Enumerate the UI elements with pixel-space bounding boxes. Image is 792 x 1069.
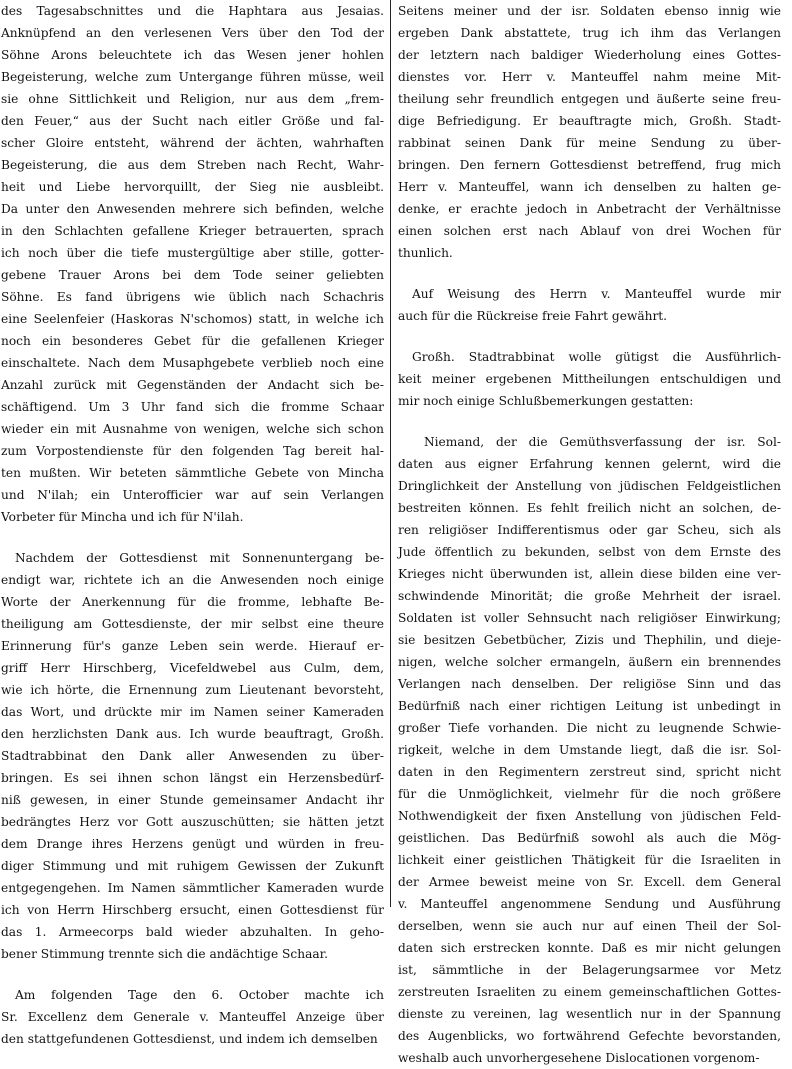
text-line: Am folgenden Tage den 6. October machte ich: [15, 988, 384, 1002]
paragraph-gap: [398, 327, 781, 346]
text-line: auch für die Rückreise freie Fahrt gewährt.: [398, 309, 668, 323]
paragraph: [1, 0, 384, 528]
text-line: den herzlichsten Dank aus. Ich wurde beauftragt, Großh.: [1, 727, 384, 741]
text-line: wieder ein mit Ausnahme von wenigen, welche sich schon: [1, 422, 384, 436]
paragraph-gap: [1, 528, 384, 547]
text-line: dienstes vor. Herr v. Manteuffel nahm meine Mit-: [398, 70, 781, 84]
text-line: rabbinat seinen Dank für meine Sendung zu über-: [398, 136, 781, 150]
text-line: bedrängtes Herz vor Gott auszuschütten; sie hätten jetzt: [1, 815, 384, 829]
text-line: bestreiten können. Es fehlt freilich nicht an solchen, de-: [398, 501, 781, 515]
text-line: gebene Trauer Arons bei dem Tode seiner geliebten: [1, 268, 384, 282]
text-line: den Feuer,“ aus der Sucht nach eitler Größe und fal-: [1, 114, 384, 128]
text-line: Erinnerung für's ganze Leben sein werde. Hierauf er-: [1, 639, 384, 653]
text-line: ergeben Dank abstattete, trug ich ihm das Verlangen: [398, 26, 781, 40]
text-line: dem Drange ihres Herzens genügt und würden in freu-: [1, 837, 384, 851]
text-line: bringen. Den fernern Gottesdienst betreffend, frug mich: [398, 158, 781, 172]
text-line: Seitens meiner und der isr. Soldaten ebenso innig wie: [398, 4, 781, 18]
text-line: scher Gloire entsteht, während der ächten, wahrhaften: [1, 136, 384, 150]
text-line: denke, er erachte jedoch in Anbetracht der Verhältnisse: [398, 202, 781, 216]
text-line: theilung sehr freundlich entgegen und äußerte seine freu-: [398, 92, 781, 106]
text-line: Anzahl zurück mit Gegenständen der Andacht sich be-: [1, 378, 384, 392]
text-line: endigt war, richtete ich an die Anwesenden noch einige: [1, 573, 384, 587]
text-line: das 1. Armeecorps bald wieder abzuhalten. In geho-: [1, 925, 384, 939]
text-line: thunlich.: [398, 246, 453, 260]
text-line: der Armee beweist meine von Sr. Excell. dem General: [398, 875, 781, 889]
text-line: des Tagesabschnittes und die Haphtara aus Jesaias.: [1, 4, 384, 18]
text-line: niß gewesen, in einer Stunde gemeinsamer Andacht ihr: [1, 793, 384, 807]
right-column: [398, 0, 781, 1065]
text-line: ich von Herrn Hirschberg ersucht, einen Gottesdienst für: [1, 903, 384, 917]
text-line: weshalb auch unvorhergesehene Dislocationen vorgenom-: [398, 1051, 760, 1065]
text-line: einschaltete. Nach dem Musaphgebete verblieb noch eine: [1, 356, 384, 370]
text-line: griff Herr Hirschberg, Vicefeldwebel aus Culm, dem,: [1, 661, 384, 675]
text-line: Dringlichkeit der Anstellung von jüdischen Feldgeistlichen: [398, 479, 781, 493]
text-line: bener Stimmung trennte sich die andächtige Schaar.: [1, 947, 328, 961]
text-line: bringen. Es sei ihnen schon längst ein Herzensbedürf-: [1, 771, 384, 785]
paragraph: [398, 283, 781, 327]
text-line: Bedürfniß nach einer richtigen Leitung ist unbedingt in: [398, 699, 781, 713]
text-line: Herr v. Manteuffel, wann ich denselben zu halten ge-: [398, 180, 781, 194]
text-line: Soldaten ist voller Sehnsucht nach religiöser Einwirkung;: [398, 611, 781, 625]
text-line: Begeisterung, welche zum Untergange führen müsse, weil: [1, 70, 384, 84]
text-line: Begeisterung, die aus dem Streben nach Recht, Wahr-: [1, 158, 384, 172]
text-line: Großh. Stadtrabbinat wolle gütigst die Ausführlich-: [412, 350, 781, 364]
text-line: entgegengehen. Im Namen sämmtlicher Kameraden wurde: [1, 881, 384, 895]
text-line: wie ich hörte, die Ernennung zum Lieutenant bevorsteht,: [1, 683, 384, 697]
text-line: daten in den Regimentern zerstreut sind, spricht nicht: [398, 765, 781, 779]
text-line: sie besitzen Gebetbücher, Zizis und Thephilin, und dieje-: [398, 633, 781, 647]
text-line: Krieges nicht überwunden ist, allein diese bilden eine ver-: [398, 567, 781, 581]
text-line: Nachdem der Gottesdienst mit Sonnenuntergang be-: [15, 551, 384, 565]
text-line: ich noch über die tiefe mustergültige aber stille, gotter-: [1, 246, 384, 260]
text-line: eine Seelenfeier (Haskoras N'schomos) statt, in welche ich: [1, 312, 384, 326]
column-divider: [390, 0, 391, 907]
text-line: zerstreuten Israeliten zu einem gemeinschaftlichen Gottes-: [398, 985, 781, 999]
text-line: noch ein besonderes Gebet für die gefallenen Krieger: [1, 334, 384, 348]
text-line: des Augenblicks, wo fortwährend Gefechte bevorstanden,: [398, 1029, 781, 1043]
text-line: Nothwendigkeit der fixen Anstellung von jüdischen Feld-: [398, 809, 781, 823]
text-line: großer Tiefe vorhanden. Die nicht zu leugnende Schwie-: [398, 721, 781, 735]
text-line: rigkeit, welche in dem Umstande liegt, daß die isr. Sol-: [398, 743, 781, 757]
text-line: Jude öffentlich zu bekunden, selbst von dem Ernste des: [398, 545, 781, 559]
text-line: mir noch einige Schlußbemerkungen gestatten:: [398, 394, 694, 408]
text-line: ten mußten. Wir beteten sämmtliche Gebete von Mincha: [1, 466, 384, 480]
text-line: Stadtrabbinat den Dank aller Anwesenden zu über-: [1, 749, 384, 763]
text-line: Sr. Excellenz dem Generale v. Manteuffel Anzeige über: [1, 1010, 384, 1024]
text-line: und N'ilah; ein Unterofficier war auf sein Verlangen: [1, 488, 384, 502]
text-line: das Wort, und drückte mir im Namen seiner Kameraden: [1, 705, 384, 719]
text-line: Vorbeter für Mincha und ich für N'ilah.: [1, 510, 244, 524]
text-line: daten aus eigner Erfahrung kennen gelernt, wird die: [398, 457, 781, 471]
text-line: zum Vorpostendienste für den folgenden Tag bereit hal-: [1, 444, 384, 458]
text-line: Niemand, der die Gemüthsverfassung der isr. Sol-: [424, 435, 781, 449]
paragraph: [398, 431, 781, 1069]
paragraph-gap: [1, 965, 384, 984]
paragraph: [398, 0, 781, 264]
text-line: theiligung am Gottesdienste, der mir selbst eine theure: [1, 617, 384, 631]
text-line: nigen, welche solcher ermangeln, äußern ein brennendes: [398, 655, 781, 669]
paragraph: [1, 984, 384, 1050]
text-line: schwindende Minorität; die große Mehrheit der israel.: [398, 589, 781, 603]
text-line: lichkeit einer geistlichen Thätigkeit für die Israeliten in: [398, 853, 781, 867]
text-line: Auf Weisung des Herrn v. Manteuffel wurde mir: [412, 287, 781, 301]
text-line: einen solchen erst nach Ablauf von drei Wochen für: [398, 224, 781, 238]
paragraph-gap: [398, 264, 781, 283]
text-line: diger Stimmung und mit ruhigem Gewissen der Zukunft: [1, 859, 384, 873]
paragraph-gap: [398, 412, 781, 431]
paragraph: [398, 346, 781, 412]
text-line: keit meiner ergebenen Mittheilungen entschuldigen und: [398, 372, 781, 386]
text-line: derselben, wenn sie auch nur auf einen Theil der Sol-: [398, 919, 781, 933]
text-line: in den Schlachten gefallene Krieger betrauerten, sprach: [1, 224, 384, 238]
text-line: sie ohne Sittlichkeit und Religion, nur aus dem „frem-: [1, 92, 384, 106]
text-line: Söhne Arons beleuchtete ich das Wesen jener hohlen: [1, 48, 384, 62]
text-line: daten sich erstrecken konnte. Daß es mir nicht gelungen: [398, 941, 781, 955]
text-line: schäftigend. Um 3 Uhr fand sich die fromme Schaar: [1, 400, 384, 414]
text-line: der letztern nach baldiger Wiederholung eines Gottes-: [398, 48, 781, 62]
text-line: Verlangen nach denselben. Der religiöse Sinn und das: [398, 677, 781, 691]
text-line: für die Unmöglichkeit, vielmehr für die noch größere: [398, 787, 781, 801]
text-line: v. Manteuffel angenommene Sendung und Ausführung: [398, 897, 781, 911]
left-column: [1, 0, 384, 1046]
text-line: Da unter den Anwesenden mehrere sich befinden, welche: [1, 202, 384, 216]
text-line: den stattgefundenen Gottesdienst, und indem ich demselben: [1, 1032, 378, 1046]
text-line: Söhne. Es fand übrigens wie üblich nach Schachris: [1, 290, 384, 304]
text-line: ist, sämmtliche in der Belagerungsarmee vor Metz: [398, 963, 781, 977]
text-line: Anknüpfend an den verlesenen Vers über den Tod der: [1, 26, 384, 40]
text-line: ren religiöser Indifferentismus oder gar Scheu, sich als: [398, 523, 781, 537]
text-line: dienste zu vereinen, lag wesentlich nur in der Spannung: [398, 1007, 781, 1021]
text-line: geistlichen. Das Bedürfniß sowohl als auch die Mög-: [398, 831, 781, 845]
text-line: Worte der Anerkennung für die fromme, lebhafte Be-: [1, 595, 384, 609]
text-line: heit und Liebe hervorquillt, der Sieg nie ausbleibt.: [1, 180, 384, 194]
paragraph: [1, 547, 384, 965]
text-line: dige Befriedigung. Er beauftragte mich, Großh. Stadt-: [398, 114, 781, 128]
